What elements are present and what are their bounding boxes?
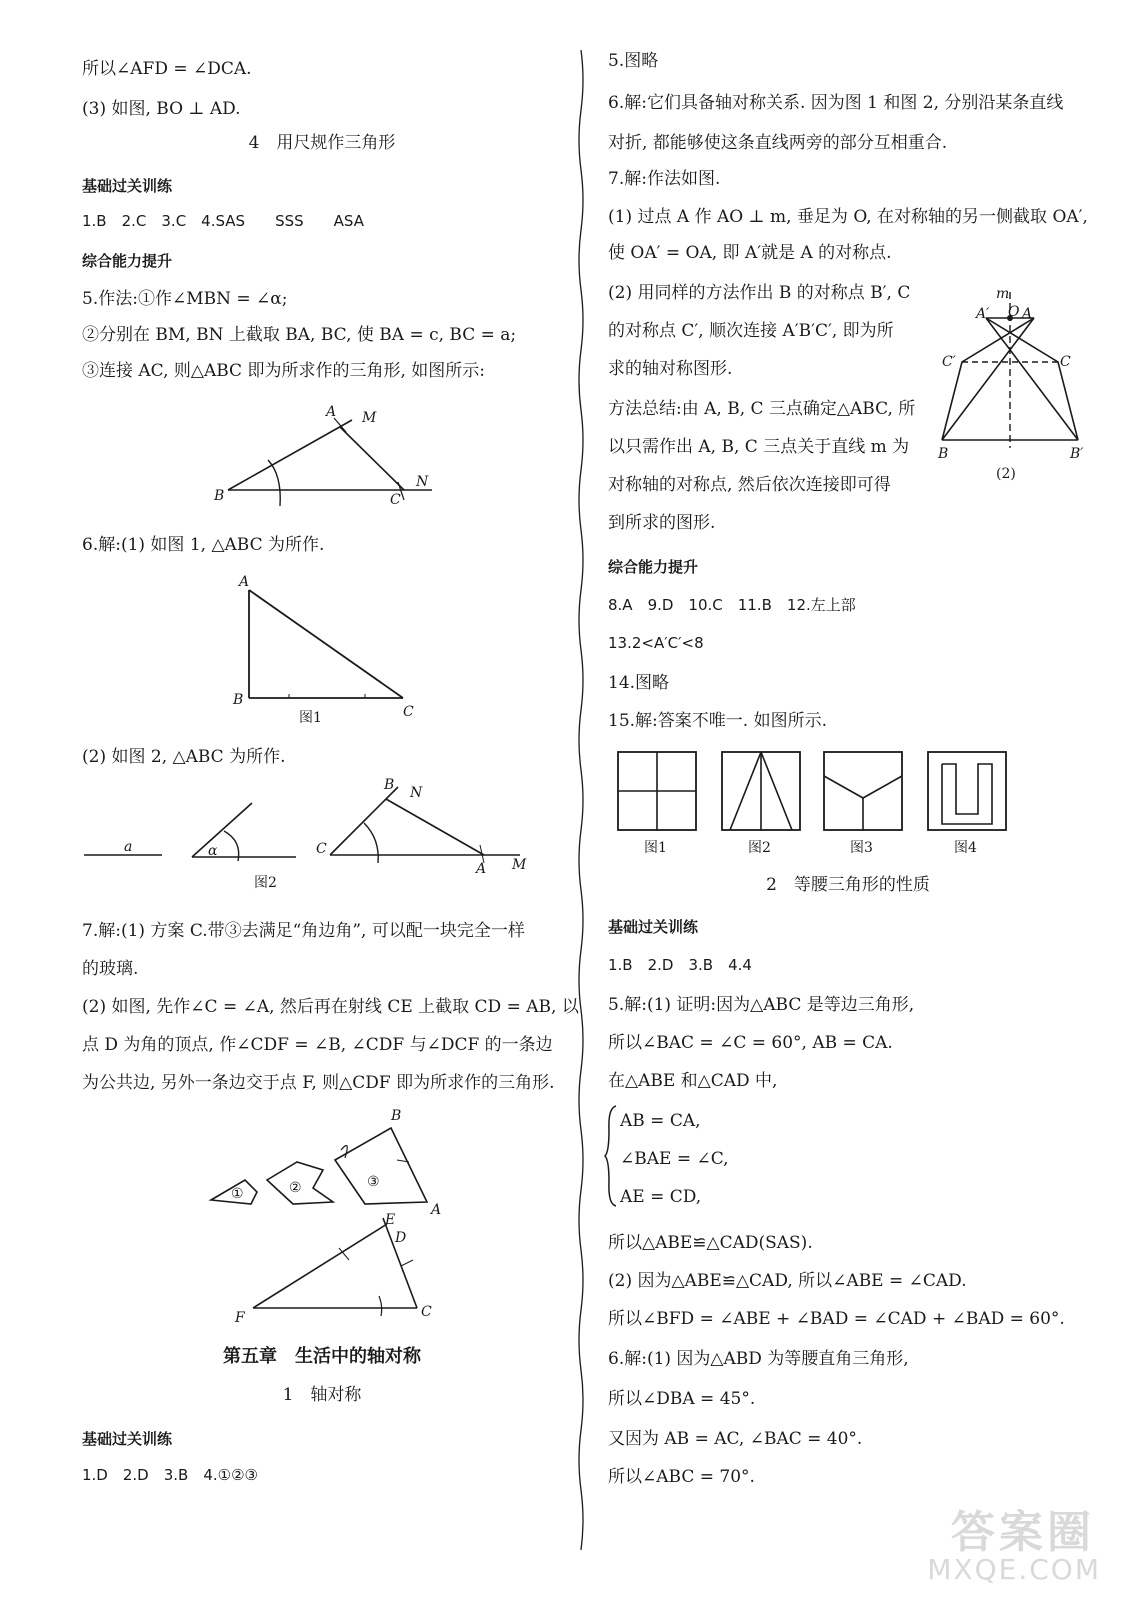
text-line: 的玻璃. <box>82 959 139 979</box>
svg-text:N: N <box>410 785 423 801</box>
text-line: 方法总结:由 A, B, C 三点确定△ABC, 所 <box>608 399 916 419</box>
text-line: 使 OA′ = OA, 即 A′就是 A 的对称点. <box>608 243 892 263</box>
text-line: 又因为 AB = AC, ∠BAC = 40°. <box>608 1429 863 1449</box>
subsection-heading: 基础过关训练 <box>608 918 699 936</box>
svg-text:②: ② <box>289 1180 302 1196</box>
text-line: 所以∠ABC = 70°. <box>608 1467 755 1487</box>
svg-text:M: M <box>512 857 527 873</box>
text-line: (2) 因为△ABE≌△CAD, 所以∠ABE = ∠CAD. <box>608 1271 967 1291</box>
watermark-url: MXQE.COM <box>927 1553 1101 1586</box>
text-line: 在△ABE 和△CAD 中, <box>608 1071 778 1091</box>
text-line: 7.解:作法如图. <box>608 169 721 189</box>
figure-caption: 图2 <box>748 840 771 856</box>
subsection-heading: 基础过关训练 <box>82 1430 173 1448</box>
svg-text:C: C <box>390 492 401 508</box>
svg-text:C: C <box>1060 354 1071 370</box>
text-line: 6.解:它们具备轴对称关系. 因为图 1 和图 2, 分别沿某条直线 <box>608 93 1064 113</box>
text-line: (3) 如图, BO ⊥ AD. <box>82 99 241 119</box>
svg-text:A′: A′ <box>976 306 990 322</box>
svg-text:M: M <box>362 410 377 426</box>
figure-caption: 图2 <box>254 875 277 891</box>
watermark-logo: 答案圈 <box>951 1507 1095 1558</box>
svg-text:A: A <box>431 1202 442 1218</box>
text-line: 6.解:(1) 因为△ABD 为等腰直角三角形, <box>608 1349 909 1369</box>
figure-triangle-construction <box>200 400 450 520</box>
figure-axis-symmetry <box>930 280 1090 490</box>
svg-text:B′: B′ <box>1070 446 1084 462</box>
text-line: (2) 用同样的方法作出 B 的对称点 B′, C <box>608 283 911 303</box>
svg-text:C: C <box>316 841 327 857</box>
figure-four-squares <box>612 748 1032 863</box>
subsection-heading: 综合能力提升 <box>608 558 699 576</box>
text-line: 所以∠BFD = ∠ABE + ∠BAD = ∠CAD + ∠BAD = 60°. <box>608 1309 1065 1329</box>
section-title: 4 用尺规作三角形 <box>248 133 396 153</box>
answers: 1.B 2.C 3.C 4.SAS SSS ASA <box>82 212 364 230</box>
svg-text:a: a <box>124 839 133 855</box>
text-line: 到所求的图形. <box>608 513 716 533</box>
column-divider <box>576 50 586 1560</box>
svg-text:D: D <box>395 1230 407 1246</box>
figure-glass-pieces <box>205 1100 465 1325</box>
figure-caption: 图1 <box>299 710 322 726</box>
text-line: 的对称点 C′, 顺次连接 A′B′C′, 即为所 <box>608 321 894 341</box>
text-line: 所以△ABE≌△CAD(SAS). <box>608 1233 813 1253</box>
text-line: (2) 如图 2, △ABC 为所作. <box>82 747 286 767</box>
chapter-title: 第五章 生活中的轴对称 <box>223 1346 421 1367</box>
svg-text:N: N <box>416 474 429 490</box>
svg-text:A: A <box>1022 306 1033 322</box>
text-line: ②分别在 BM, BN 上截取 BA, BC, 使 BA = c, BC = a; <box>82 325 517 345</box>
figure-caption: (2) <box>996 466 1016 482</box>
figure-1-right-triangle <box>225 570 425 730</box>
figure-caption: 图3 <box>850 840 873 856</box>
svg-text:C′: C′ <box>942 354 956 370</box>
svg-text:E: E <box>385 1212 396 1228</box>
text-line: 15.解:答案不唯一. 如图所示. <box>608 711 827 731</box>
answers: 13.2<A′C′<8 <box>608 634 704 652</box>
answers: 1.D 2.D 3.B 4.①②③ <box>82 1466 258 1484</box>
equation-line: ∠BAE = ∠C, <box>620 1149 729 1169</box>
equation-line: AB = CA, <box>620 1111 701 1131</box>
text-line: 为公共边, 另外一条边交于点 F, 则△CDF 即为所求作的三角形. <box>82 1073 555 1093</box>
text-line: 对折, 都能够使这条直线两旁的部分互相重合. <box>608 133 948 153</box>
svg-text:C: C <box>403 704 414 720</box>
text-line: (1) 过点 A 作 AO ⊥ m, 垂足为 O, 在对称轴的另一侧截取 OA′, <box>608 207 1088 227</box>
figure-caption: 图4 <box>954 840 977 856</box>
text-line: 所以∠AFD = ∠DCA. <box>82 59 252 79</box>
text-line: 7.解:(1) 方案 C.带③去满足“角边角”, 可以配一块完全一样 <box>82 921 525 941</box>
text-line: 点 D 为角的顶点, 作∠CDF = ∠B, ∠CDF 与∠DCF 的一条边 <box>82 1035 553 1055</box>
text-line: 所以∠DBA = 45°. <box>608 1389 756 1409</box>
section-title: 2 等腰三角形的性质 <box>766 875 930 895</box>
subsection-heading: 基础过关训练 <box>82 177 173 195</box>
text-line: 求的轴对称图形. <box>608 359 733 379</box>
svg-text:③: ③ <box>367 1174 380 1190</box>
text-line: ③连接 AC, 则△ABC 即为所求作的三角形, 如图所示: <box>82 361 485 381</box>
answers: 8.A 9.D 10.C 11.B 12.左上部 <box>608 596 856 614</box>
svg-text:m: m <box>996 286 1010 302</box>
equation-line: AE = CD, <box>620 1187 702 1207</box>
svg-text:α: α <box>208 843 218 859</box>
svg-text:A: A <box>326 404 337 420</box>
svg-text:B: B <box>384 777 395 793</box>
svg-text:A: A <box>239 574 250 590</box>
svg-text:B: B <box>233 692 244 708</box>
svg-text:B: B <box>391 1108 402 1124</box>
svg-text:B: B <box>938 446 949 462</box>
svg-text:C: C <box>421 1304 432 1320</box>
text-line: 对称轴的对称点, 然后依次连接即可得 <box>608 475 891 495</box>
text-line: (2) 如图, 先作∠C = ∠A, 然后再在射线 CE 上截取 CD = AB, 以 <box>82 997 579 1017</box>
section-title: 1 轴对称 <box>282 1385 362 1405</box>
text-line: 5.图略 <box>608 51 659 71</box>
svg-text:F: F <box>235 1310 245 1325</box>
svg-text:A: A <box>476 861 487 877</box>
text-line: 以只需作出 A, B, C 三点关于直线 m 为 <box>608 437 910 457</box>
answers: 1.B 2.D 3.B 4.4 <box>608 956 752 974</box>
svg-text:①: ① <box>231 1186 244 1202</box>
text-line: 5.解:(1) 证明:因为△ABC 是等边三角形, <box>608 995 915 1015</box>
text-line: 6.解:(1) 如图 1, △ABC 为所作. <box>82 535 325 555</box>
figure-2-construction <box>80 775 540 895</box>
figure-caption: 图1 <box>644 840 667 856</box>
text-line: 14.图略 <box>608 673 670 693</box>
subsection-heading: 综合能力提升 <box>82 252 173 270</box>
brace-icon <box>604 1104 618 1208</box>
text-line: 5.作法:①作∠MBN = ∠α; <box>82 289 288 309</box>
svg-text:O: O <box>1008 304 1020 320</box>
text-line: 所以∠BAC = ∠C = 60°, AB = CA. <box>608 1033 893 1053</box>
svg-text:B: B <box>214 488 225 504</box>
